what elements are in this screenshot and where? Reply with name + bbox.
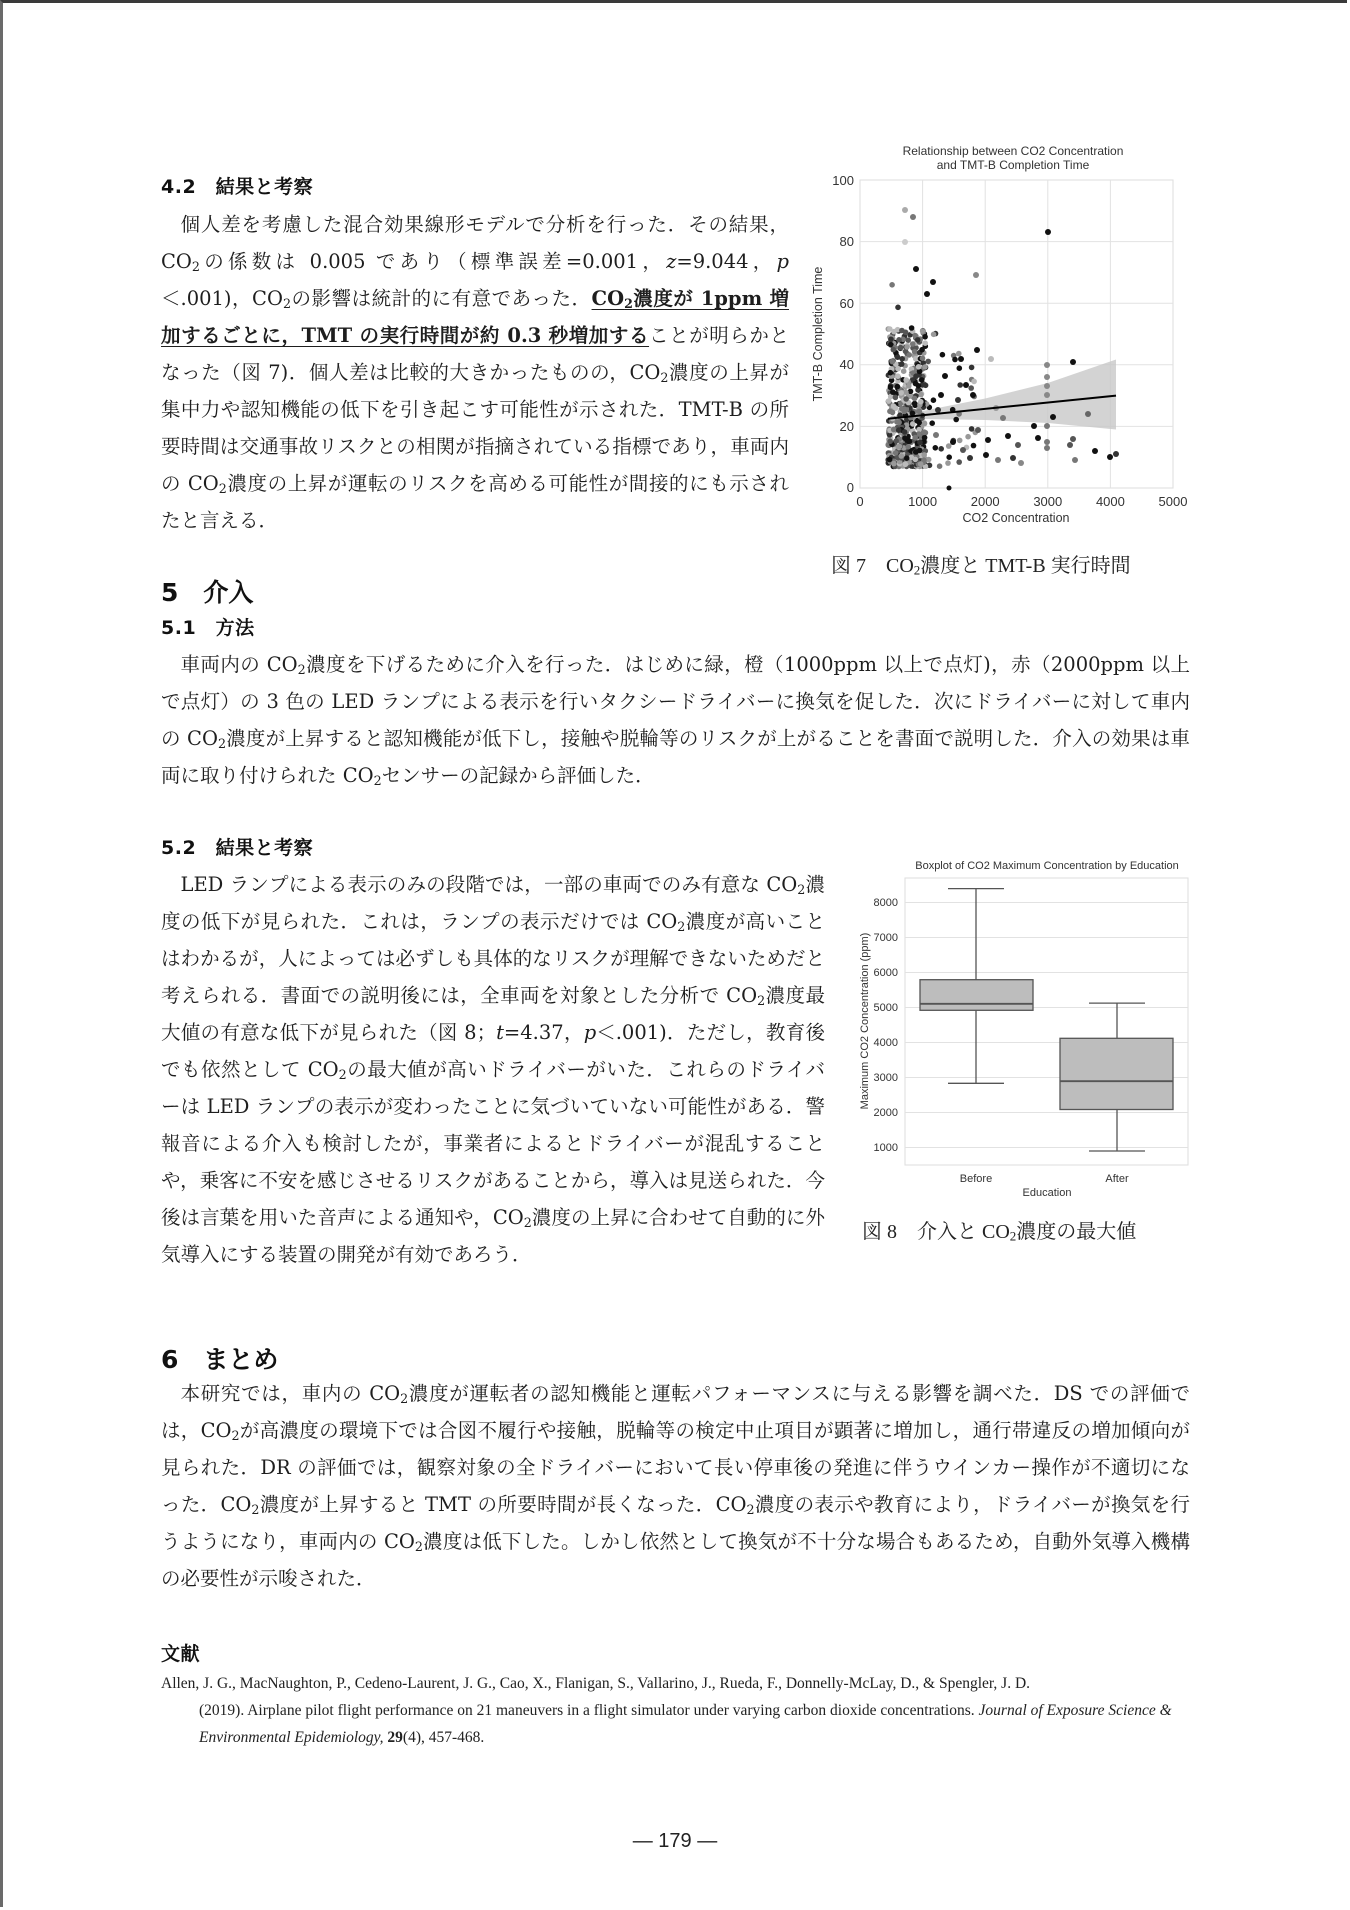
section-heading-6: 6 まとめ bbox=[161, 1345, 279, 1374]
svg-text:2000: 2000 bbox=[970, 494, 1000, 509]
svg-text:3000: 3000 bbox=[873, 1072, 898, 1084]
svg-text:2000: 2000 bbox=[873, 1107, 898, 1119]
chart-title-line2: and TMT-B Completion Time bbox=[936, 158, 1090, 172]
figure-7-caption: 図 7 $CO_2$濃度と TMT-B 実行時間 bbox=[831, 555, 1131, 578]
svg-text:1000: 1000 bbox=[873, 1142, 898, 1154]
svg-text:0: 0 bbox=[846, 480, 854, 495]
chart-title: Boxplot of CO2 Maximum Concentration by Education bbox=[915, 860, 1179, 872]
category-before: Before bbox=[959, 1173, 993, 1185]
svg-text:4000: 4000 bbox=[1095, 494, 1125, 509]
svg-text:3000: 3000 bbox=[1033, 494, 1063, 509]
svg-text:80: 80 bbox=[839, 234, 854, 249]
category-after: After bbox=[1105, 1173, 1129, 1185]
page-number: — 179 — bbox=[632, 1830, 718, 1852]
svg-text:7000: 7000 bbox=[873, 932, 898, 944]
y-axis-label: Maximum CO2 Concentration (ppm) bbox=[859, 932, 871, 1110]
figure-8-caption: 図 8 介入と $CO_2$濃度の最大値 bbox=[862, 1221, 1137, 1244]
paragraph-4-2: 個人差を考慮した混合効果線形モデルで分析を行った．その結果，$CO_2$の係数は 0.005 であり（標準誤差=0.001，z=9.044，p＜.001)，$CO_2$の影響は統計的に有意であった．$CO_2$濃度が 1ppm 増加するごとに，TMT の実行時間が約 0.3 秒増加することが明らかとなった（図 7)．個人差は比較的大きかったものの，$CO_2$濃度の上昇が集中力や認知機能の低下を引き起こす可能性が示された．TMT-B の所要時間は交通事故リスクとの相関が指摘されている指標であり，車両内の $CO_2$濃度の上昇が運転のリスクを高める可能性が間接的にも示されたと言える． bbox=[161, 213, 790, 532]
x-axis-label: CO2 Concentration bbox=[962, 511, 1070, 525]
section-heading-5: 5 介入 bbox=[161, 578, 254, 607]
svg-text:4000: 4000 bbox=[873, 1037, 898, 1049]
reference-item bbox=[161, 1670, 1194, 1751]
svg-text:5000: 5000 bbox=[873, 1002, 898, 1014]
paragraph-6: 本研究では，車内の $CO_2$濃度が運転者の認知機能と運転パフォーマンスに与える影響を調べた．DS での評価では，$CO_2$が高濃度の環境下では合図不履行や接触，脱輪等の検定中止項目が顕著に増加し，通行帯違反の増加傾向が見られた．DR の評価では，観察対象の全ドライバーにおいて長い停車後の発進に伴うウインカー操作が不適切になった．$CO_2$濃度が上昇すると TMT の所要時間が長くなった．$CO_2$濃度の表示や教育により，ドライバーが換気を行うようになり，車両内の $CO_2$濃度は低下した。しかし依然として換気が不十分な場合もあるため，自動外気導入機構の必要性が示唆された． bbox=[161, 1382, 1190, 1590]
paragraph-5-2: LED ランプによる表示のみの段階では，一部の車両でのみ有意な $CO_2$濃度の低下が見られた．これは，ランプの表示だけでは $CO_2$濃度が高いことはわかるが，人によっては必ずしも具体的なリスクが理解できないためだと考えられる．書面での説明後には，全車両を対象とした分析で $CO_2$濃度最大値の有意な低下が見られた（図 8；t=4.37，p＜.001)．ただし，教育後でも依然として $CO_2$の最大値が高いドライバーがいた．これらのドライバーは LED ランプの表示が変わったことに気づいていない可能性がある．警報音による介入も検討したが，事業者によるとドライバーが混乱することや，乗客に不安を感じさせるリスクがあることから，導入は見送られた．今後は言葉を用いた音声による通知や，$CO_2$濃度の上昇に合わせて自動的に外気導入にする装置の開発が有効であろう． bbox=[161, 873, 825, 1266]
x-axis-label: Education bbox=[1022, 1187, 1072, 1199]
reference-authors: Allen, J. G., MacNaughton, P., Cedeno-Laurent, J. G., Cao, X., Flanigan, S., Vallarino, J., Rueda, F., Donnelly-McLay, D., & Spengler, J. D. bbox=[161, 1675, 1031, 1692]
boxplot bbox=[855, 855, 1200, 1200]
reference-details: (2019). Airplane pilot flight performance on 21 maneuvers in a flight simulator under varying carbon dioxide concentrations. Journal of Exposure Science & Environmental Epidemiology, 29(4), 457-468. bbox=[199, 1702, 1172, 1746]
key-finding-emphasis: $CO_2$濃度が 1ppm 増加するごとに，TMT の実行時間が約 0.3 秒増加する bbox=[161, 287, 789, 347]
section-heading-5-2: 5.2 結果と考察 bbox=[161, 837, 314, 859]
svg-text:0: 0 bbox=[856, 494, 864, 509]
svg-text:100: 100 bbox=[832, 173, 854, 188]
svg-text:1000: 1000 bbox=[908, 494, 938, 509]
paragraph-5-1: 車両内の $CO_2$濃度を下げるために介入を行った．はじめに緑，橙（1000ppm 以上で点灯)，赤（2000ppm 以上で点灯）の 3 色の LED ランプによる表示を行いタクシードライバーに換気を促した．次にドライバーに対して車内の $CO_2$濃度が上昇すると認知機能が低下し，接触や脱輪等のリスクが上がることを書面で説明した．介入の効果は車両に取り付けられた $CO_2$センサーの記録から評価した． bbox=[161, 653, 1191, 789]
figure-8-boxplot-chart bbox=[855, 855, 1200, 1200]
section-heading-4-2: 4.2 結果と考察 bbox=[161, 176, 314, 198]
scatter-plot bbox=[808, 140, 1198, 530]
section-heading-5-1: 5.1 方法 bbox=[161, 617, 255, 639]
chart-title-line1: Relationship between CO2 Concentration bbox=[902, 144, 1124, 158]
svg-text:40: 40 bbox=[839, 357, 854, 372]
svg-text:8000: 8000 bbox=[873, 897, 898, 909]
svg-text:5000: 5000 bbox=[1158, 494, 1188, 509]
figure-7-scatter-chart bbox=[808, 140, 1198, 530]
svg-text:6000: 6000 bbox=[873, 967, 898, 979]
svg-text:60: 60 bbox=[839, 296, 854, 311]
svg-text:20: 20 bbox=[839, 419, 854, 434]
y-axis-label: TMT-B Completion Time bbox=[811, 266, 825, 402]
references-heading: 文献 bbox=[161, 1643, 201, 1665]
